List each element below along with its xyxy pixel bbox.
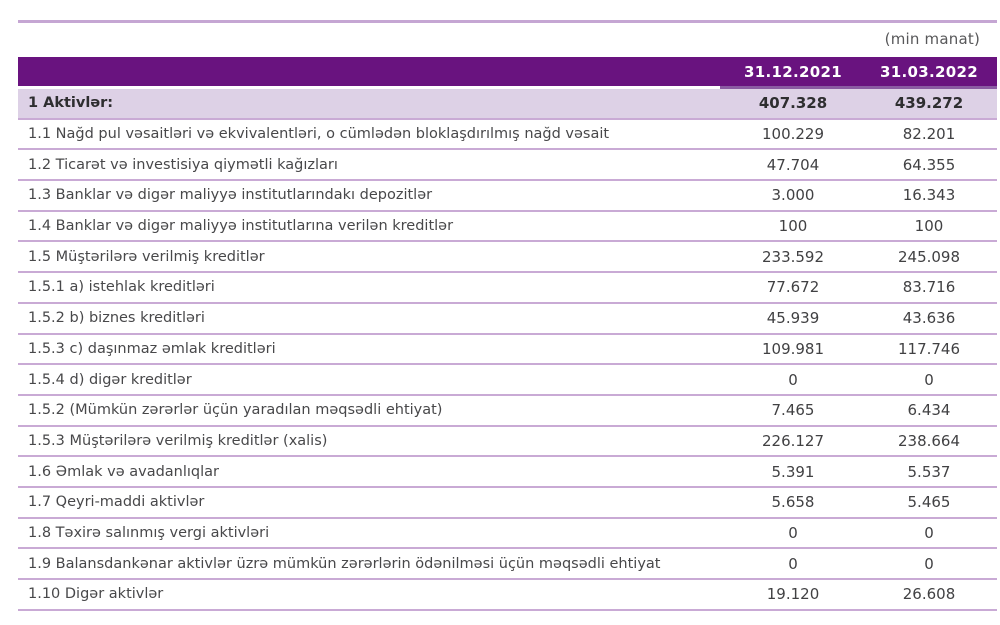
row-label: 1.5.3 c) daşınmaz əmlak kreditləri	[28, 340, 276, 357]
row-label: 1.5 Müştərilərə verilmiş kreditlər	[28, 248, 265, 265]
row-value-2021: 19.120	[766, 585, 820, 604]
table-row	[18, 427, 997, 458]
row-label: 1.9 Balansdankənar aktivlər üzrə mümkün zərərlərin ödənilməsi üçün məqsədli ehtiyat	[28, 555, 661, 572]
table-row	[18, 488, 997, 519]
top-rule-divider	[18, 20, 997, 23]
row-value-2022: 5.465	[907, 493, 951, 512]
table-row	[18, 549, 997, 580]
row-label: 1.5.1 a) istehlak kreditləri	[28, 279, 215, 296]
row-label: 1.4 Banklar və digər maliyyə institutlarına verilən kreditlər	[28, 218, 454, 235]
row-value-2021: 77.672	[766, 278, 820, 297]
row-value-2021: 47.704	[766, 155, 820, 174]
table-row	[18, 273, 997, 304]
table-row	[18, 181, 997, 212]
row-label: 1.3 Banklar və digər maliyyə institutlarındakı depozitlər	[28, 187, 433, 204]
row-value-2022: 26.608	[902, 585, 956, 604]
row-value-2022: 64.355	[902, 155, 956, 174]
row-value-2021: 0	[788, 370, 798, 389]
row-value-2022: 5.537	[907, 462, 951, 481]
row-value-2021: 0	[788, 523, 798, 542]
row-value-2021: 5.658	[771, 493, 815, 512]
row-label: 1.5.3 Müştərilərə verilmiş kreditlər (xalis)	[28, 432, 328, 449]
row-value-2022: 238.664	[897, 431, 961, 450]
table-row	[18, 120, 997, 151]
row-label: 1.2 Ticarət və investisiya qiymətli kağızları	[28, 156, 338, 173]
row-label: 1.10 Digər aktivlər	[28, 586, 164, 603]
table-row	[18, 212, 997, 243]
row-value-2022: 0	[924, 370, 934, 389]
table-row	[18, 519, 997, 550]
table-rows	[18, 89, 997, 611]
row-label: 1.5.2 (Mümkün zərərlər üçün yaradılan məqsədli ehtiyat)	[28, 402, 443, 419]
row-value-2021: 226.127	[761, 431, 825, 450]
row-value-2022: 82.201	[902, 125, 956, 144]
row-value-2022: 6.434	[907, 401, 951, 420]
row-value-2022: 100	[914, 217, 944, 236]
row-label: 1.7 Qeyri-maddi aktivlər	[28, 494, 205, 511]
table-row	[18, 580, 997, 611]
row-value-2022: 245.098	[897, 247, 961, 266]
row-value-2022: 439.272	[894, 94, 964, 113]
table-row	[18, 365, 997, 396]
row-label: 1.1 Nağd pul vəsaitləri və ekvivalentləri, o cümlədən bloklaşdırılmış nağd vəsait	[28, 126, 610, 143]
row-value-2021: 45.939	[766, 309, 820, 328]
table-row-total	[18, 89, 997, 120]
row-label: 1.8 Təxirə salınmış vergi aktivləri	[28, 524, 270, 541]
row-value-2022: 16.343	[902, 186, 956, 205]
row-value-2021: 407.328	[758, 94, 828, 113]
column-header-2021: 31.12.2021	[744, 62, 842, 81]
row-label: 1 Aktivlər:	[28, 95, 114, 112]
row-value-2022: 0	[924, 523, 934, 542]
row-value-2021: 233.592	[761, 247, 825, 266]
row-label: 1.5.4 d) digər kreditlər	[28, 371, 192, 388]
row-value-2022: 117.746	[897, 339, 961, 358]
row-value-2022: 0	[924, 554, 934, 573]
table-row	[18, 304, 997, 335]
row-value-2021: 100	[778, 217, 808, 236]
table-row	[18, 396, 997, 427]
row-value-2021: 7.465	[771, 401, 815, 420]
row-value-2021: 5.391	[771, 462, 815, 481]
row-value-2021: 3.000	[771, 186, 815, 205]
unit-label: (min manat)	[884, 30, 980, 48]
row-value-2021: 0	[788, 554, 798, 573]
row-value-2021: 100.229	[761, 125, 825, 144]
column-header-2022: 31.03.2022	[880, 62, 978, 81]
row-value-2022: 83.716	[902, 278, 956, 297]
table-row	[18, 335, 997, 366]
row-value-2021: 109.981	[761, 339, 825, 358]
row-label: 1.6 Əmlak və avadanlıqlar	[28, 463, 220, 480]
table-header-bar	[18, 57, 997, 86]
row-value-2022: 43.636	[902, 309, 956, 328]
table-row	[18, 457, 997, 488]
row-label: 1.5.2 b) biznes kreditləri	[28, 310, 205, 327]
table-row	[18, 242, 997, 273]
table-row	[18, 150, 997, 181]
